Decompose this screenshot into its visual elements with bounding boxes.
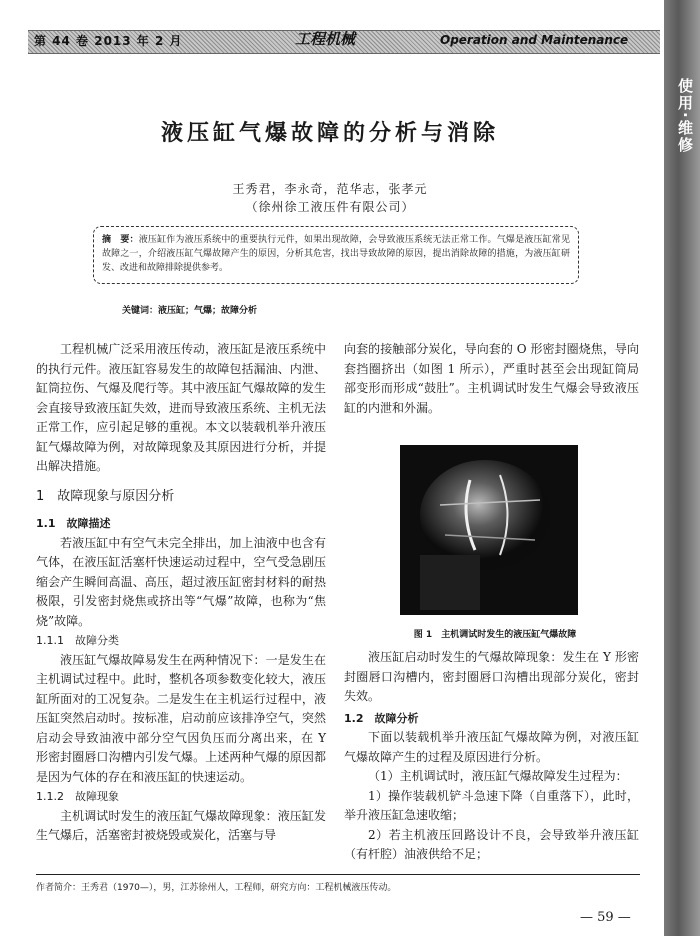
figure-1-photo (400, 445, 578, 615)
abstract-label: 摘 要： (102, 235, 139, 245)
right-column-bottom (344, 648, 639, 865)
left-column (36, 340, 326, 846)
article-affiliation: （徐州徐工液压件有限公司） (245, 200, 415, 214)
side-section-label: 使用·维修 (676, 78, 694, 154)
startup-fault-paragraph: 液压缸启动时发生的气爆故障现象：发生在 Y 形密封圈唇口沟槽内，密封圈唇口沟槽出现部分炭化，密封失效。 (344, 650, 639, 703)
item-1-1: 1）操作装载机铲斗急速下降（自重落下），此时，举升液压缸急速收缩； (344, 788, 639, 822)
section-1-2-paragraph: 下面以装载机举升液压缸气爆故障为例，对液压缸气爆故障产生的过程及原因进行分析。 (344, 730, 639, 764)
section-1-1-1-heading: 1.1.1 故障分类 (36, 634, 119, 647)
author-footnote: 作者简介：王秀君（1970—），男，江苏徐州人，工程师，研究方向：工程机械液压传动。 (36, 883, 397, 893)
section-1-1-1-paragraph: 液压缸气爆故障易发生在两种情况下：一是发生在主机调试过程中。此时，整机各项参数变化较大，液压缸所面对的工况复杂。二是发生在主机运行过程中，液压缸突然启动时。按标准，启动前应该排净空气，突然启动会导致油液中部分空气因负压而分离出来，在 Y 形密封圈唇口沟槽内引发气爆。上述两种气爆的原因都是因为气体的存在和液压缸的快速运动。 (36, 652, 326, 784)
section-1-1-2-heading: 1.1.2 故障现象 (36, 790, 119, 803)
figure-1-image (400, 445, 578, 615)
section-1-heading: 1 故障现象与原因分析 (36, 488, 175, 504)
figure-1-caption: 图 1 主机调试时发生的液压缸气爆故障 (413, 630, 577, 640)
keywords-label: 关键词： (122, 306, 159, 316)
journal-logo: 工程机械 (295, 30, 356, 48)
item-1: （1）主机调试时，液压缸气爆故障发生过程为： (368, 769, 628, 783)
section-1-2-heading: 1.2 故障分析 (344, 711, 419, 725)
section-1-1-heading: 1.1 故障描述 (36, 517, 111, 530)
continued-paragraph: 向套的接触部分炭化，导向套的 O 形密封圈烧焦，导向套挡圈挤出（如图 1 所示），严重时甚至会出现缸筒局部变形而形成“鼓肚”。主机调试时发生气爆会导致液压缸的内泄和外漏。 (344, 342, 639, 415)
item-1-2: 2）若主机液压回路设计不良，会导致举升液压缸（有杆腔）油液供给不足； (344, 827, 639, 861)
section-english-title: Operation and Maintenance (440, 33, 629, 47)
intro-paragraph: 工程机械广泛采用液压传动，液压缸是液压系统中的执行元件。液压缸容易发生的故障包括漏油、内泄、缸筒拉伤、气爆及爬行等。其中液压缸气爆故障的发生会直接导致液压缸失效，进而导致液压系统、主机无法正常工作，应引起足够的重视。本文以装载机举升液压缸气爆故障为例，对故障现象及其原因进行分析，并提出解决措施。 (36, 342, 326, 473)
section-1-1-2-paragraph: 主机调试时发生的液压缸气爆故障现象：液压缸发生气爆后，活塞密封被烧毁或炭化，活塞与导 (36, 808, 326, 842)
footnote-divider (36, 874, 640, 875)
section-1-1-paragraph: 若液压缸中有空气未完全排出，加上油液中也含有气体，在液压缸活塞杆快速运动过程中，空气受急剧压缩会产生瞬间高温、高压，超过液压缸密封材料的耐热极限，引发密封烧焦或挤出等“气爆”故障，也称为“焦烧”故障。 (36, 535, 326, 628)
keywords-text: 液压缸；气爆；故障分析 (158, 306, 258, 316)
abstract-text: 液压缸作为液压系统中的重要执行元件，如果出现故障，会导致液压系统无法正常工作。气爆是液压缸常见故障之一，介绍液压缸气爆故障产生的原因，分析其危害，找出导致故障的原因，提出消除故障的措施，为液压缸研发、改进和故障排除提供参考。 (102, 235, 570, 273)
abstract-box (93, 226, 579, 284)
right-column-top (344, 340, 639, 418)
page-number: — 59 — (580, 910, 631, 925)
article-title: 液压缸气爆故障的分析与消除 (160, 120, 499, 146)
article-authors: 王秀君，李永奇，范华志，张孝元 (232, 182, 428, 196)
journal-issue: 第 44 卷 2013 年 2 月 (34, 34, 183, 48)
keywords (122, 303, 257, 316)
